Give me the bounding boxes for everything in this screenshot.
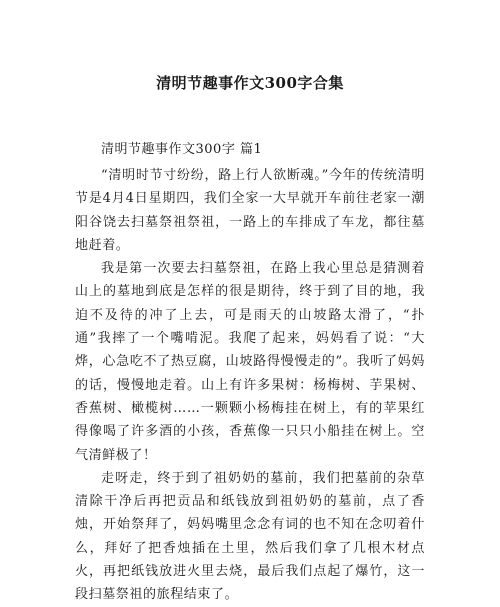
paragraph-2: 我是第一次要去扫墓祭祖，在路上我心里总是猜测着山上的墓地到底是怎样的很是期待，终于到了目的地，我迫不及待的冲了上去，可是雨天的山坡路太滑了，“扑通”我摔了一个嘴啃泥。我爬了起来，妈妈看了说：“大烨，心急吃不了热豆腐，山坡路得慢慢走的”。我听了妈妈的话，慢慢地走着。山上有许多果树：杨梅树、芋果树、香蕉树、橄榄树……一颗颗小杨梅挂在树上，有的苹果红得像喝了许多酒的小孩，香蕉像一只只小船挂在树上。空气清鲜极了！ <box>75 261 425 463</box>
document-title: 清明节趣事作文300字合集 <box>156 74 344 92</box>
paragraph-1: “清明时节寸纷纷，路上行人欲断魂。”今年的传统清明节是4月4日星期四，我们全家一大早就开车前往老家一潮阳谷饶去扫墓祭祖祭祖，一路上的车排成了车龙，都往墓地赶着。 <box>75 168 425 253</box>
article-body <box>75 164 425 607</box>
article-heading: 清明节趣事作文300字 篇1 <box>101 142 263 157</box>
paragraph-3: 走呀走，终于到了祖奶奶的墓前，我们把墓前的杂草清除干净后再把贡品和纸钱放到祖奶奶的墓前，点了香烛，开始祭拜了，妈妈嘴里念念有词的也不知在念叨着什么，拜好了把香烛插在土里，然后我们拿了几根木材点火，再把纸钱放进火里去烧，最后我们点起了爆竹，这一段扫墓祭祖的旅程结束了。 <box>75 470 425 603</box>
